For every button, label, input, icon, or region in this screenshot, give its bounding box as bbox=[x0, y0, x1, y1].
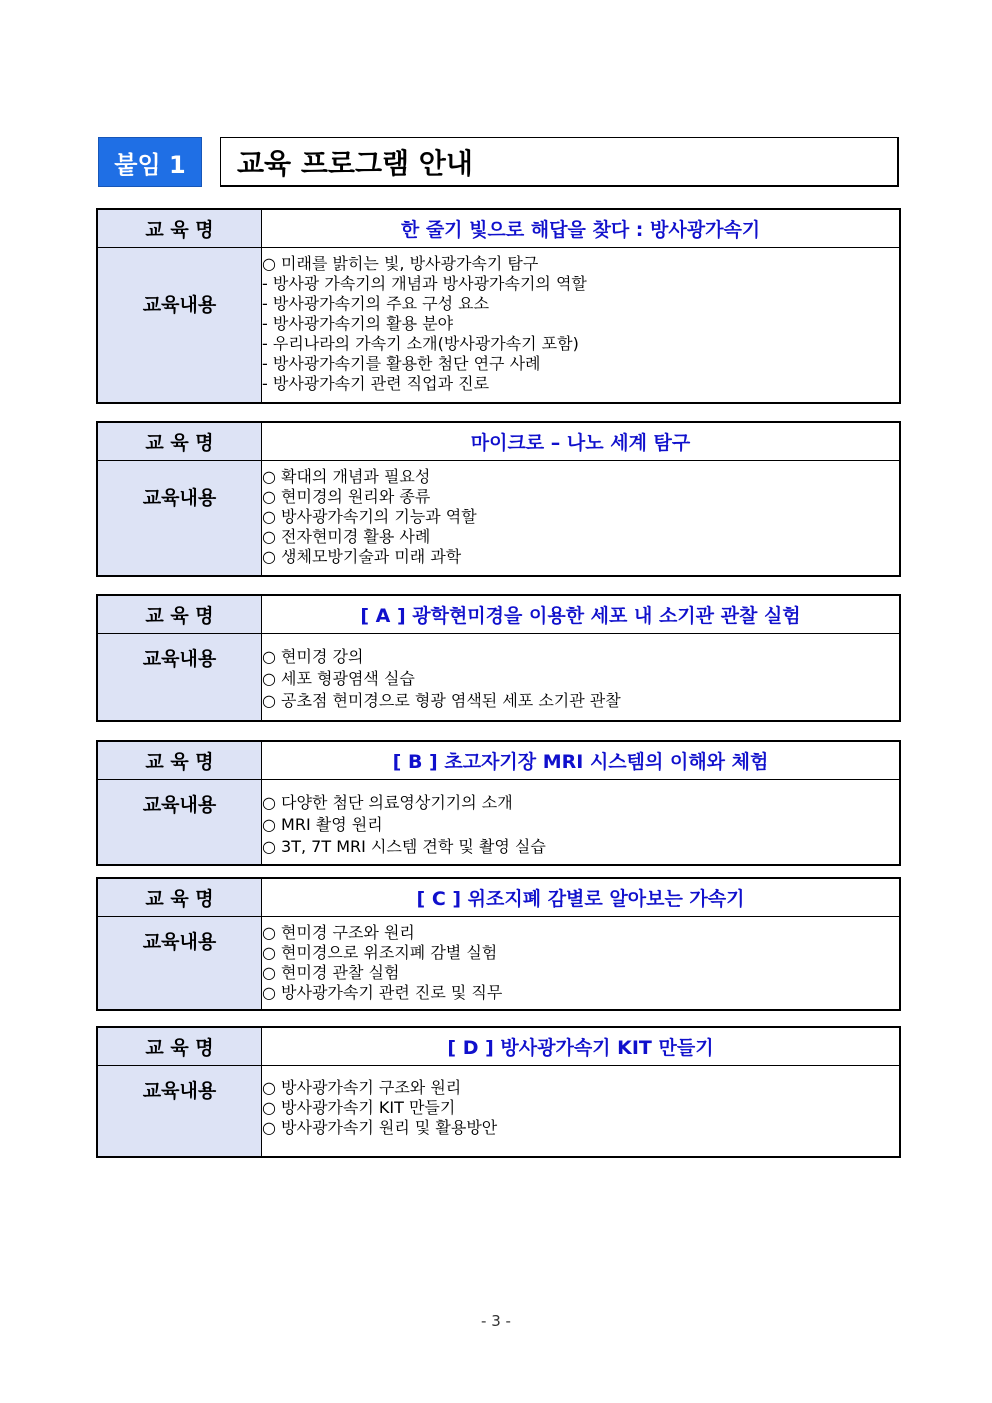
content-item: ○ 공초점 현미경으로 형광 염색된 세포 소기관 관찰 bbox=[262, 691, 621, 710]
content-item: - 우리나라의 가속기 소개(방사광가속기 포함) bbox=[262, 334, 579, 353]
content-item: ○ 방사광가속기 KIT 만들기 bbox=[262, 1098, 456, 1117]
program-title: [ C ] 위조지폐 감별로 알아보는 가속기 bbox=[262, 878, 901, 917]
content-item: ○ 현미경 관찰 실험 bbox=[262, 963, 400, 982]
program-name-label: 교 육 명 bbox=[97, 878, 262, 917]
program-table-5 bbox=[96, 877, 901, 1011]
content-item: ○ 방사광가속기 관련 진로 및 직무 bbox=[262, 983, 503, 1002]
content-item: - 방사광가속기의 활용 분야 bbox=[262, 314, 454, 333]
content-item: ○ 미래를 밝히는 빛, 방사광가속기 탐구 bbox=[262, 254, 539, 273]
program-content bbox=[262, 634, 901, 722]
program-content-label: 교육내용 bbox=[97, 917, 262, 1011]
content-item: - 방사광가속기의 주요 구성 요소 bbox=[262, 294, 490, 313]
content-item: - 방사광가속기를 활용한 첨단 연구 사례 bbox=[262, 354, 541, 373]
page-number: - 3 - bbox=[481, 1312, 511, 1330]
content-item: ○ MRI 촬영 원리 bbox=[262, 815, 383, 834]
content-item: ○ 현미경 강의 bbox=[262, 647, 364, 666]
program-content-label: 교육내용 bbox=[97, 461, 262, 577]
content-item: ○ 3T, 7T MRI 시스템 견학 및 촬영 실습 bbox=[262, 837, 546, 856]
program-table-3 bbox=[96, 594, 901, 722]
program-name-label: 교 육 명 bbox=[97, 741, 262, 780]
program-content bbox=[262, 461, 901, 577]
program-content-label: 교육내용 bbox=[97, 780, 262, 866]
program-content bbox=[262, 248, 901, 404]
program-content bbox=[262, 917, 901, 1011]
content-item: ○ 생체모방기술과 미래 과학 bbox=[262, 547, 462, 566]
page-header bbox=[98, 137, 900, 188]
program-title: [ B ] 초고자기장 MRI 시스템의 이해와 체험 bbox=[262, 741, 901, 780]
content-item: ○ 방사광가속기의 기능과 역할 bbox=[262, 507, 477, 526]
content-item: ○ 방사광가속기 구조와 원리 bbox=[262, 1078, 462, 1097]
program-content-label: 교육내용 bbox=[97, 248, 262, 404]
content-item: ○ 현미경 구조와 원리 bbox=[262, 923, 415, 942]
program-name-label: 교 육 명 bbox=[97, 1027, 262, 1066]
program-content bbox=[262, 780, 901, 866]
program-title: [ D ] 방사광가속기 KIT 만들기 bbox=[262, 1027, 901, 1066]
program-table-4 bbox=[96, 740, 901, 866]
program-title: [ A ] 광학현미경을 이용한 세포 내 소기관 관찰 실험 bbox=[262, 595, 901, 634]
content-item: ○ 현미경의 원리와 종류 bbox=[262, 487, 431, 506]
program-content-label: 교육내용 bbox=[97, 634, 262, 722]
content-item: ○ 방사광가속기 원리 및 활용방안 bbox=[262, 1118, 498, 1137]
program-content-label: 교육내용 bbox=[97, 1066, 262, 1158]
content-item: - 방사광가속기 관련 직업과 진로 bbox=[262, 374, 490, 393]
program-name-label: 교 육 명 bbox=[97, 209, 262, 248]
program-table-2 bbox=[96, 421, 901, 577]
content-item: - 방사광 가속기의 개념과 방사광가속기의 역할 bbox=[262, 274, 587, 293]
content-item: ○ 다양한 첨단 의료영상기기의 소개 bbox=[262, 793, 513, 812]
content-item: ○ 현미경으로 위조지폐 감별 실험 bbox=[262, 943, 498, 962]
program-table-1 bbox=[96, 208, 901, 404]
program-table-6 bbox=[96, 1026, 901, 1158]
content-item: ○ 전자현미경 활용 사례 bbox=[262, 527, 431, 546]
content-item: ○ 세포 형광염색 실습 bbox=[262, 669, 415, 688]
page-title: 교육 프로그램 안내 bbox=[220, 137, 899, 187]
program-title: 마이크로 – 나노 세계 탐구 bbox=[262, 422, 901, 461]
program-name-label: 교 육 명 bbox=[97, 422, 262, 461]
content-item: ○ 확대의 개념과 필요성 bbox=[262, 467, 431, 486]
program-name-label: 교 육 명 bbox=[97, 595, 262, 634]
attachment-badge: 붙임 1 bbox=[98, 137, 202, 187]
program-title: 한 줄기 빛으로 해답을 찾다 : 방사광가속기 bbox=[262, 209, 901, 248]
program-content bbox=[262, 1066, 901, 1158]
